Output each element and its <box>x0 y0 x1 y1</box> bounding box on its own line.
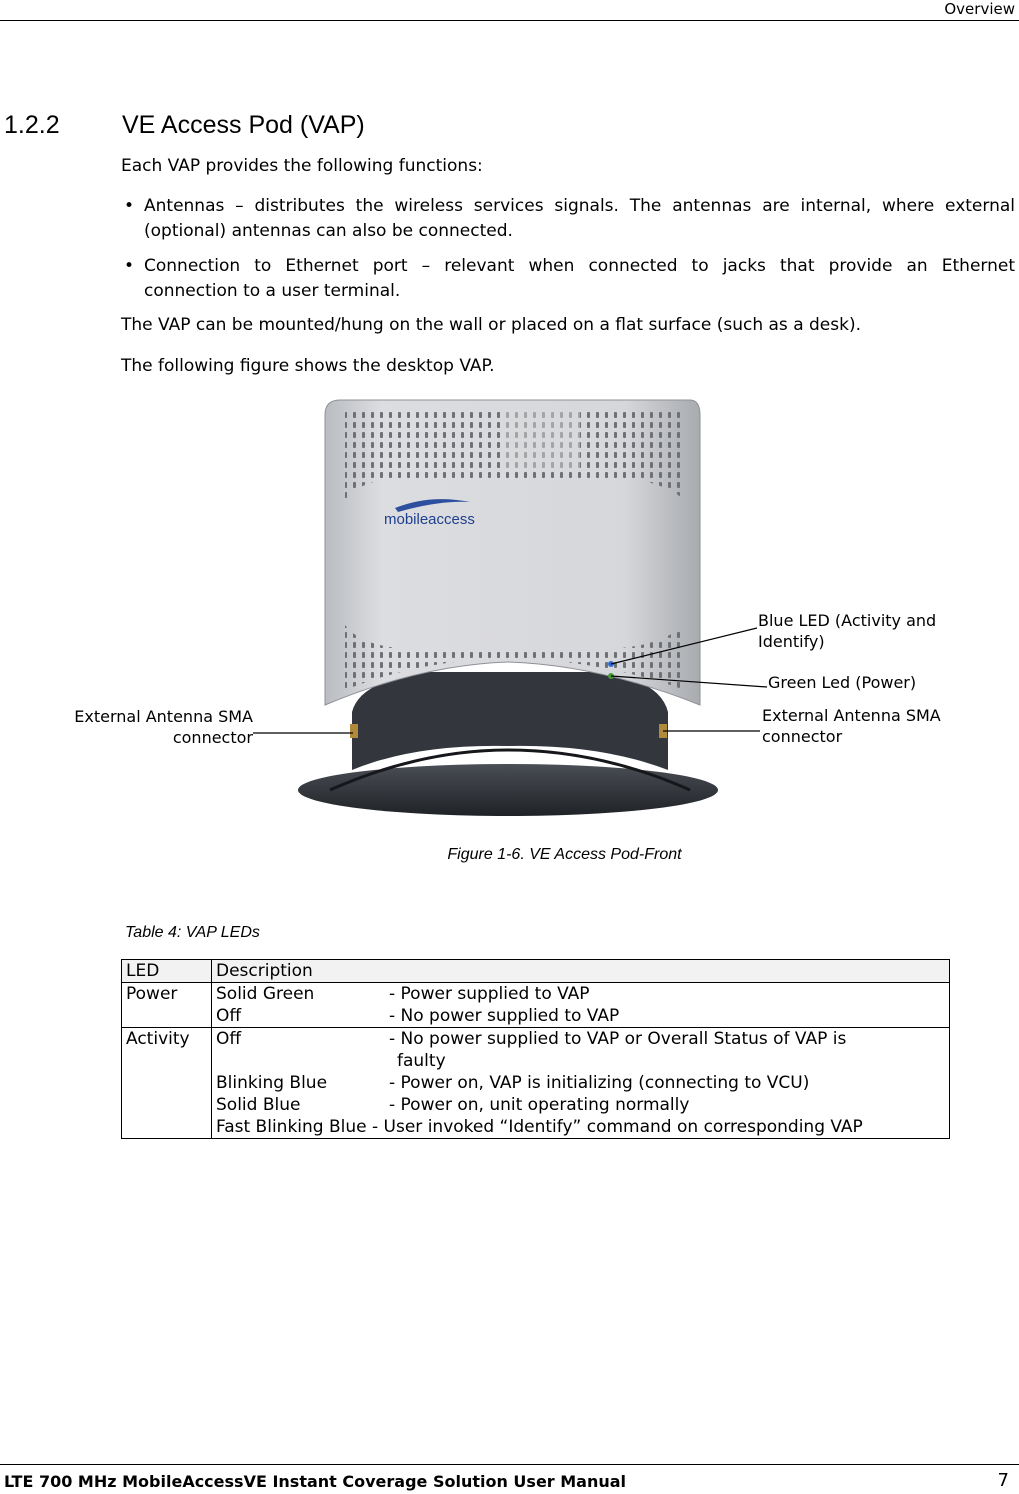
state-desc: - Power on, unit operating normally <box>389 1095 690 1115</box>
led-name-power: Power <box>122 983 212 1028</box>
state-label: Blinking Blue <box>216 1073 328 1093</box>
blue-led-callout <box>758 610 936 652</box>
state-line <box>216 1028 945 1050</box>
led-description-activity <box>212 1028 950 1139</box>
stand-base <box>298 764 718 816</box>
led-description-power <box>212 983 950 1028</box>
vap-device-figure <box>0 390 1019 820</box>
led-name-activity: Activity <box>122 1028 212 1139</box>
bullet-ethernet-line1: Connection to Ethernet port – relevant when connected to jacks that provide an Ethernet <box>144 256 1015 276</box>
device-logo: mobileaccess <box>384 511 475 528</box>
green-led-callout: Green Led (Power) <box>768 673 917 692</box>
state-line <box>216 1072 945 1094</box>
state-desc: - Power supplied to VAP <box>389 984 590 1004</box>
state-desc: - Power on, VAP is initializing (connecting to VCU) <box>389 1073 810 1093</box>
state-label: Solid Green <box>216 984 315 1004</box>
state-line-full: Fast Blinking Blue - User invoked “Identify” command on corresponding VAP <box>216 1117 863 1137</box>
section-title: VE Access Pod (VAP) <box>122 111 365 139</box>
state-desc: - No power supplied to VAP <box>389 1006 620 1026</box>
left-antenna-callout-line1: External Antenna SMA <box>74 707 253 726</box>
bullet-icon: • <box>124 256 135 276</box>
blue-led-callout-line1: Blue LED (Activity and <box>758 611 937 630</box>
footer-title: LTE 700 MHz MobileAccessVE Instant Coverage Solution User Manual <box>4 1472 627 1491</box>
state-line <box>216 1094 945 1116</box>
right-antenna-callout-line1: External Antenna SMA <box>762 706 941 725</box>
left-antenna-callout-line2: connector <box>172 728 253 747</box>
footer-divider <box>0 1464 1019 1465</box>
intro-paragraph: Each VAP provides the following functions: <box>121 156 483 176</box>
header-section-title: Overview <box>944 0 1015 18</box>
table-row <box>122 1028 950 1139</box>
bullet-antennas-line1: Antennas – distributes the wireless services signals. The antennas are internal, where external <box>144 196 1015 216</box>
state-line <box>216 983 945 1005</box>
bullet-icon: • <box>124 196 135 216</box>
page-header <box>0 0 1019 21</box>
state-line-continued: faulty <box>397 1051 446 1071</box>
sma-connector-left-icon <box>350 724 358 738</box>
state-desc: - No power supplied to VAP or Overall Status of VAP is <box>389 1029 847 1049</box>
state-label: Off <box>216 1029 242 1049</box>
state-label: Off <box>216 1006 242 1026</box>
figure-caption: Figure 1-6. VE Access Pod-Front <box>447 846 682 863</box>
blue-led-callout-line2: Identify) <box>758 632 825 651</box>
state-label: Solid Blue <box>216 1095 301 1115</box>
stand-arch <box>352 672 668 770</box>
mount-paragraph: The VAP can be mounted/hung on the wall or placed on a flat surface (such as a desk). <box>121 315 861 335</box>
bullet-ethernet-line2: connection to a user terminal. <box>144 281 401 301</box>
right-antenna-callout-line2: connector <box>762 727 843 746</box>
left-antenna-callout <box>40 706 253 748</box>
bullet-antennas-line2: (optional) antennas can also be connected. <box>144 221 513 241</box>
state-line <box>216 1005 945 1027</box>
figure-intro-paragraph: The following figure shows the desktop VAP. <box>121 356 495 376</box>
table-caption: Table 4: VAP LEDs <box>125 924 260 941</box>
vap-leds-table <box>121 959 950 1139</box>
table-header-row <box>122 960 950 983</box>
table-row <box>122 983 950 1028</box>
table-header-description: Description <box>212 960 950 983</box>
page-number: 7 <box>997 1470 1009 1491</box>
section-number: 1.2.2 <box>4 111 60 139</box>
right-antenna-callout <box>762 705 941 747</box>
table-header-led: LED <box>122 960 212 983</box>
